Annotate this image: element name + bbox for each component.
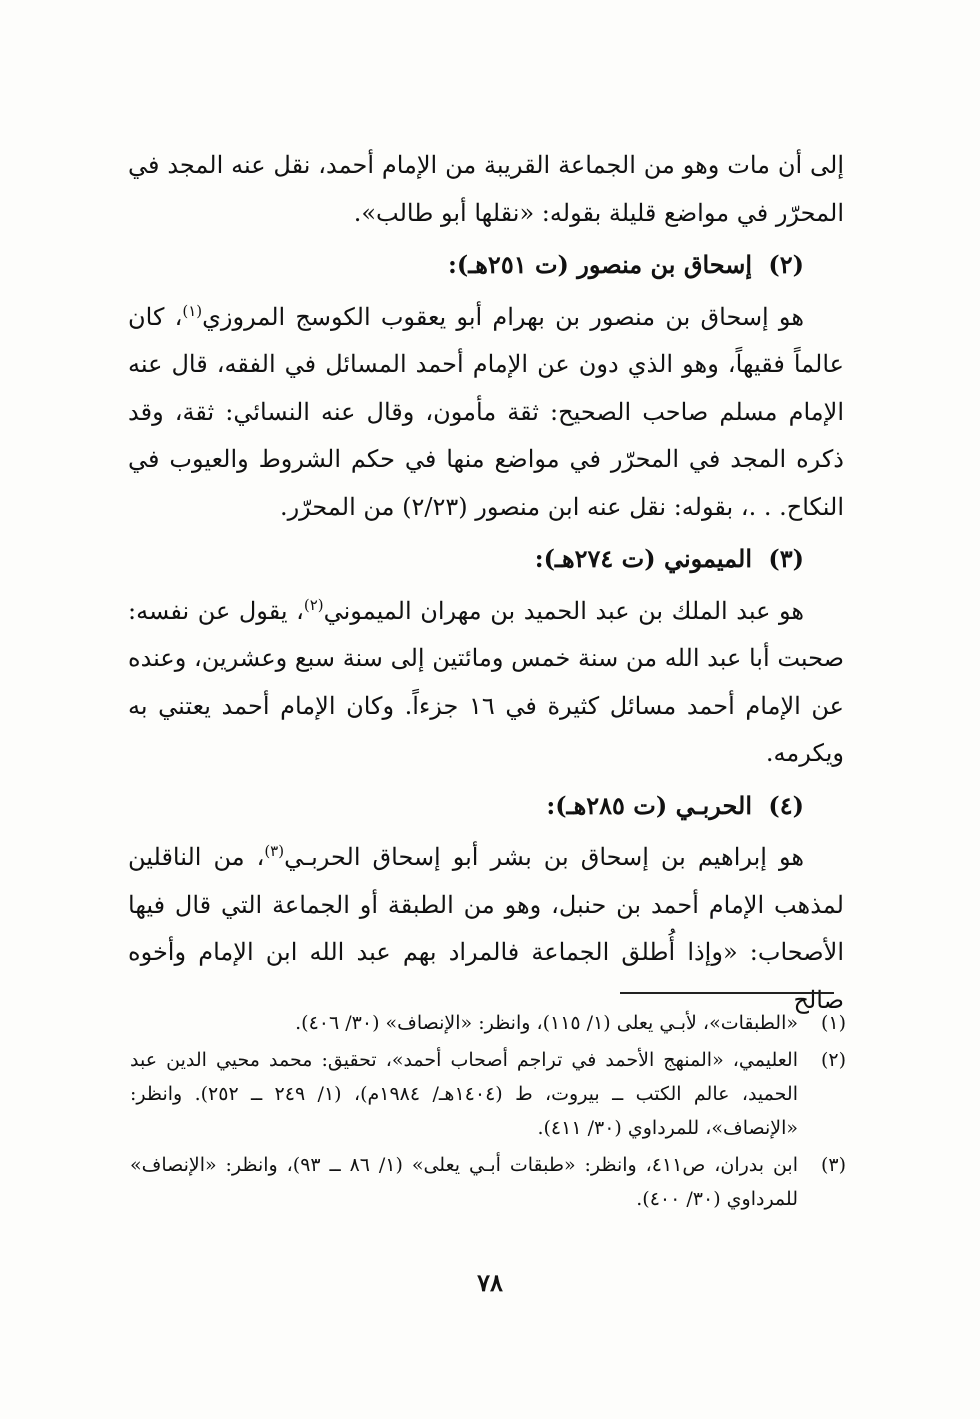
page-number: ٧٨ [477,1268,503,1297]
section-date: (ت ٢٧٤هـ): [534,544,656,573]
section-title: الحربـي [675,790,753,820]
footnote-number: (٣) [820,1154,846,1176]
footnote-text: ابن بدران، ص٤١١، وانظر: «طبقات أبـي يعلى» (١/ ٨٦ ــ ٩٣)، وانظر: «الإنصاف» للمرداوي (٣٠/ ٤٠٠). [130,1154,798,1210]
footnote-reference[interactable]: (٢) [303,595,324,614]
paragraph-text: هو إسحاق بن منصور بن بهرام أبو يعقوب الكوسج المروزي [202,302,804,331]
section-paragraph-harbi [128,834,844,1024]
footnote-divider [620,992,834,994]
section-title: إسحاق بن منصور [577,250,753,279]
intro-paragraph: إلى أن مات وهو من الجماعة القريبة من الإمام أحمد، نقل عنه المجد في المحرّر في مواضع قليلة بقوله: «نقلها أبو طالب». [128,151,844,227]
main-text [128,142,844,1024]
section-heading-harbi [128,782,844,830]
section-heading-ishaq [128,241,844,289]
paragraph-text: ، يقول عن نفسه: صحبت أبا عبد الله من سنة خمس ومائتين إلى سنة سبع وعشرين، وعنده عن الإمام أحمد مسائل كثيرة في ١٦ جزءاً. وكان الإمام أحمد يعتني به ويكرمه. [128,596,844,767]
paragraph-text: ، كان عالماً فقيهاً، وهو الذي دون عن الإمام أحمد المسائل في الفقه، قال عنه الإمام مسلم صاحب الصحيح: ثقة مأمون، وقال عنه النسائي: ثقة، وقد ذكره المجد في المحرّر في مواضع منها في حكم الشروط والعيوب في النكاح. . .، بقوله: نقل عنه ابن منصور (٢/٢٣) من المحرّر. [128,302,844,521]
footnote-reference[interactable]: (١) [182,301,203,320]
section-number: (٢) [768,250,804,279]
footnote-number: (٢) [820,1049,846,1071]
paragraph-text: هو إبراهيم بن إسحاق بن بشر أبو إسحاق الحربـي [284,843,804,871]
footnote-text: «الطبقات»، لأبـي يعلى (١/ ١١٥)، وانظر: «الإنصاف» (٣٠/ ٤٠٦). [295,1012,798,1034]
section-number: (٤) [768,790,804,820]
footnote [130,1006,846,1040]
footnote-text: العليمي، «المنهج الأحمد في تراجم أصحاب أحمد»، تحقيق: محمد محيي الدين عبد الحميد، عالم الكتب ــ بيروت، ط (١٤٠٤هـ/ ١٩٨٤م)، (١/ ٢٤٩ ــ ٢٥٢). وانظر: «الإنصاف»، للمرداوي (٣٠/ ٤١١). [130,1049,798,1139]
section-title: الميموني [663,544,753,573]
paragraph-text: هو عبد الملك بن عبد الحميد بن مهران الميموني [323,596,805,625]
section-paragraph-maymuni [128,588,844,778]
footnote-reference[interactable]: (٣) [264,842,285,860]
section-date: (ت ٢٥١هـ): [448,250,569,279]
paragraph-text: ، من الناقلين لمذهب الإمام أحمد بن حنبل، وهو من الطبقة أو الجماعة التي قال فيها الأصحاب: «وإذا أُطلق الجماعة فالمراد بهم عبد الله ابن الإمام وأخوه صالح [128,843,844,1014]
footnotes [130,1006,846,1219]
section-paragraph-ishaq [128,294,844,532]
section-date: (ت ٢٨٥هـ): [546,790,668,820]
section-heading-maymuni [128,535,844,583]
footnote [130,1043,846,1145]
footnote-number: (١) [820,1012,846,1034]
footnote [130,1148,846,1216]
section-number: (٣) [768,544,804,573]
